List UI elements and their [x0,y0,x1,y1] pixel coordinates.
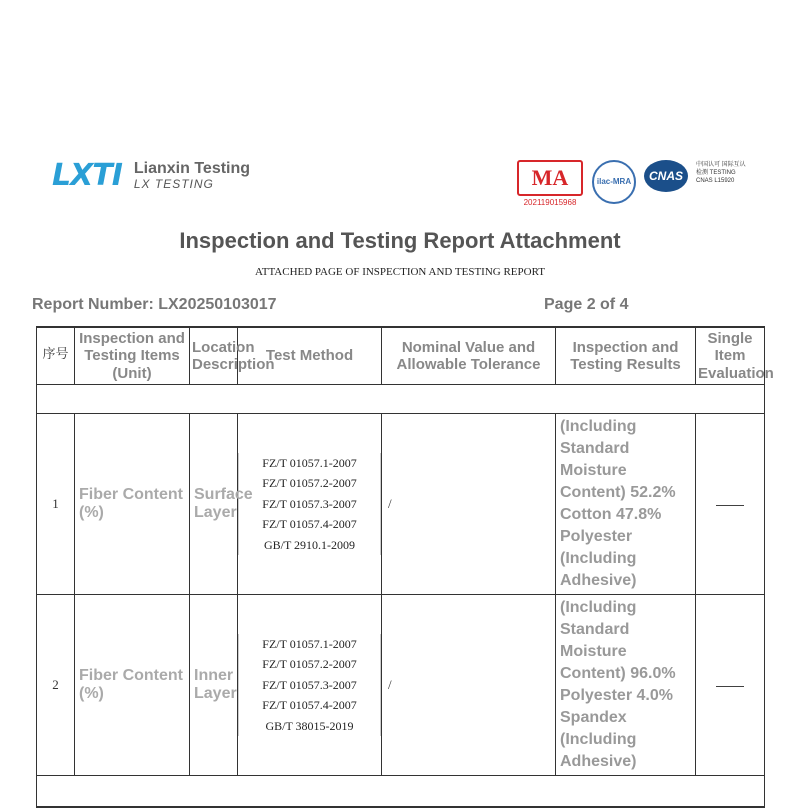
lx-logo-mark [52,158,122,193]
cell-location: Surface Layer [190,413,238,594]
cma-number: 202119015968 [523,198,577,207]
header-location: Location Description [190,327,238,384]
table-spacer-row [37,384,765,413]
cell-single: —— [696,413,765,594]
header-nominal: Nominal Value and Allowable Tolerance [382,327,556,384]
cnas-logo [644,160,688,192]
header-method: Test Method [238,327,382,384]
lx-testing-logo [52,158,250,193]
accreditation-logos [516,160,746,207]
cell-nominal: / [382,413,556,594]
company-name-en: LX TESTING [133,176,214,191]
report-number: Report Number: LX20250103017 [32,296,277,313]
lx-logo-text: LXTI [52,158,122,193]
method-line: FZ/T 01057.2-2007 [238,473,381,494]
table-row [37,413,765,594]
footer-cell [37,775,765,807]
method-line: GB/T 38015-2019 [238,716,381,737]
method-line: GB/T 2910.1-2009 [238,535,381,556]
company-name: Lianxin Testing [133,160,251,178]
header-single: Single Item Evaluation [696,327,765,384]
header-seq: 序号 [37,327,75,384]
cell-method [238,594,382,775]
method-line: FZ/T 01057.4-2007 [238,514,381,535]
cell-result: (Including Standard Moisture Content) 52.2% Cotton 47.8% Polyester (Including Adhesive) [556,413,696,594]
header-item: Inspection and Testing Items (Unit) [75,327,190,384]
header-result: Inspection and Testing Results [556,327,696,384]
method-line: FZ/T 01057.1-2007 [238,634,381,655]
cell-item: Fiber Content (%) [75,594,190,775]
lx-company-names [134,160,250,191]
results-table [36,326,774,808]
page-indicator: Page 2 of 4 [544,296,629,313]
table-row [37,594,765,775]
cell-nominal: / [382,594,556,775]
ilac-mra-logo: ilac-MRA [592,160,636,204]
method-line: FZ/T 01057.4-2007 [238,695,381,716]
method-line: FZ/T 01057.3-2007 [238,494,381,515]
cell-seq: 2 [37,594,75,775]
spacer-cell [37,384,765,413]
cell-location: Inner Layer [190,594,238,775]
method-line: FZ/T 01057.2-2007 [238,654,381,675]
cell-method [238,413,382,594]
report-title: Inspection and Testing Report Attachment [179,228,621,253]
cma-mark: MA [517,160,583,196]
results-table-container [36,326,774,808]
table-footer-row [37,775,765,807]
cell-single: —— [696,594,765,775]
cma-logo [516,160,584,207]
cnas-mark: CNAS [644,160,688,192]
report-header [0,0,800,220]
method-line: FZ/T 01057.1-2007 [238,453,381,474]
cell-seq: 1 [37,413,75,594]
report-subtitle: ATTACHED PAGE OF INSPECTION AND TESTING REPORT [255,266,545,278]
method-line: FZ/T 01057.3-2007 [238,675,381,696]
table-header-row [37,327,765,384]
cell-result: (Including Standard Moisture Content) 96.0% Polyester 4.0% Spandex (Including Adhesive) [556,594,696,775]
cell-item: Fiber Content (%) [75,413,190,594]
cnas-caption: 中国认可 国际互认 检测 TESTING CNAS L15920 [696,162,746,184]
